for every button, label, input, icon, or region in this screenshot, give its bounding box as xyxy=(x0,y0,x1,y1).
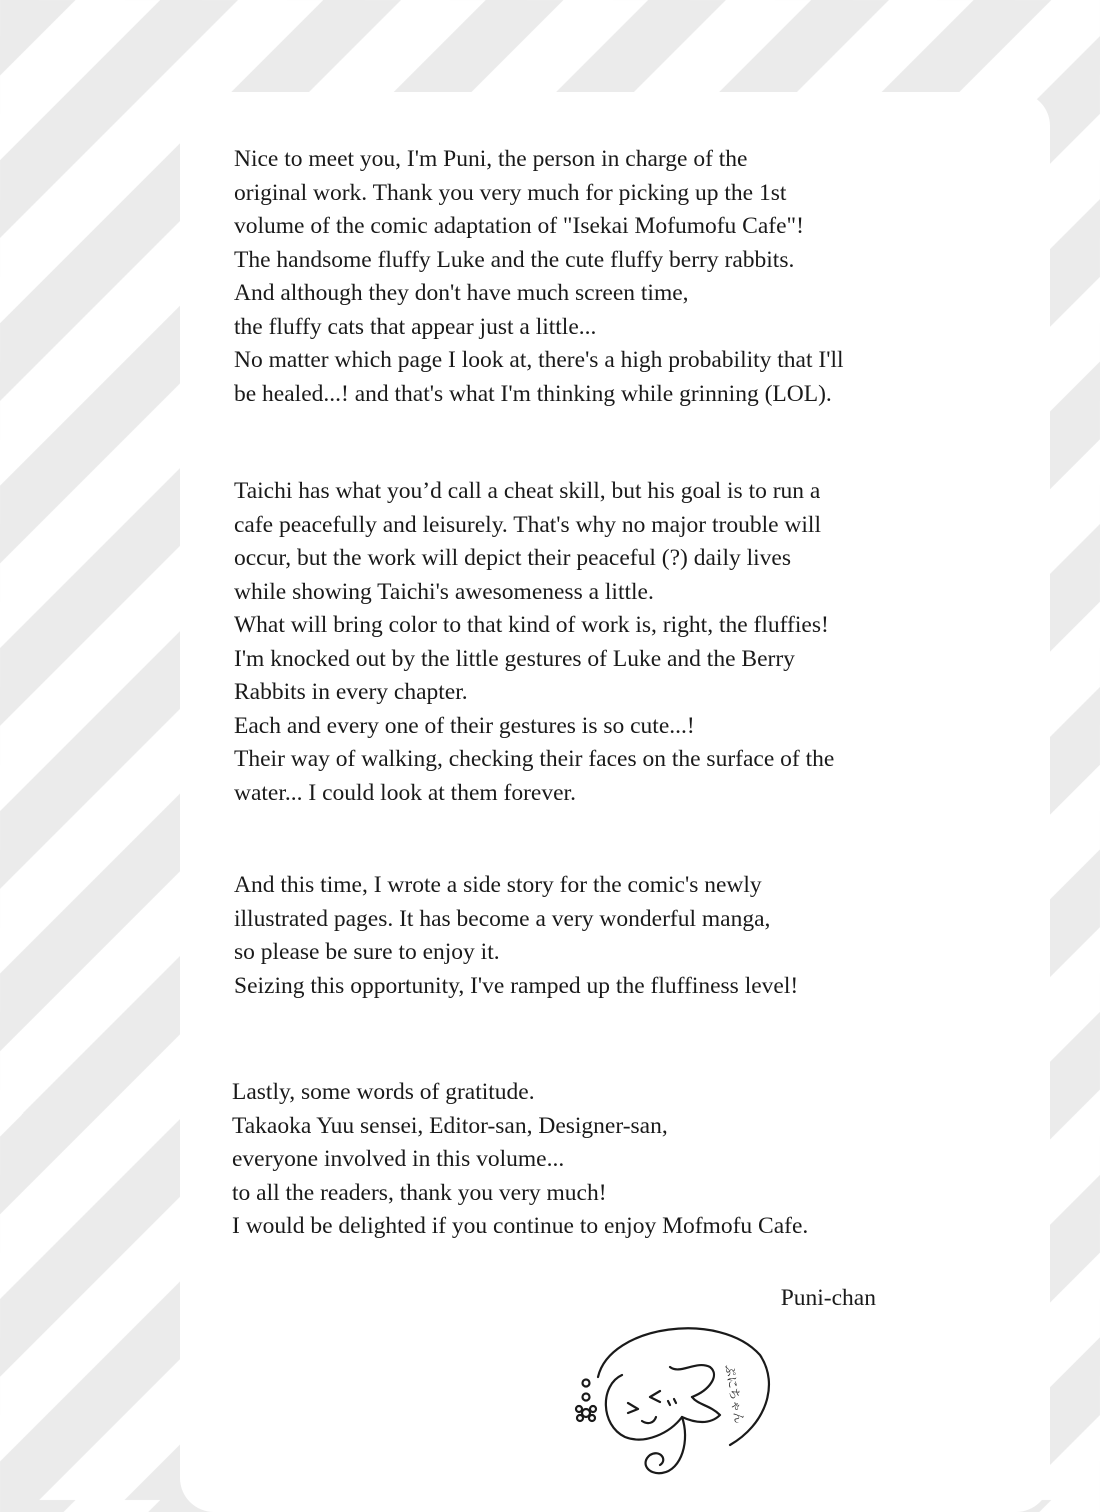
text-line: while showing Taichi's awesomeness a little. xyxy=(234,578,654,605)
text-line: What will bring color to that kind of work is, right, the fluffies! xyxy=(234,612,829,638)
text-line: Their way of walking, checking their faces on the surface of the xyxy=(234,746,835,772)
text-line: No matter which page I look at, there's a high probability that I'll xyxy=(234,347,844,373)
author-signature: Puni-chan xyxy=(780,1285,876,1311)
text-line: original work. Thank you very much for picking up the 1st xyxy=(234,179,787,206)
text-line: the fluffy cats that appear just a little... xyxy=(234,313,597,340)
text-line: be healed...! and that's what I'm thinking while grinning (LOL). xyxy=(234,380,832,407)
text-line: Rabbits in every chapter. xyxy=(234,679,468,705)
text-line: And this time, I wrote a side story for the comic's newly xyxy=(234,872,762,898)
text-line: Takaoka Yuu sensei, Editor-san, Designer-san, xyxy=(232,1112,668,1139)
text-line: volume of the comic adaptation of "Isekai Mofumofu Cafe"! xyxy=(234,213,804,239)
paragraph-gratitude xyxy=(232,1076,808,1244)
text-line: to all the readers, thank you very much! xyxy=(232,1179,607,1206)
text-line: water... I could look at them forever. xyxy=(234,779,576,806)
paragraph-side-story xyxy=(234,869,798,1003)
text-line: illustrated pages. It has become a very wonderful manga, xyxy=(234,905,771,932)
text-line: so please be sure to enjoy it. xyxy=(234,939,500,965)
paragraph-greeting xyxy=(234,143,844,411)
text-line: Each and every one of their gestures is so cute...! xyxy=(234,712,695,739)
text-line: Nice to meet you, I'm Puni, the person in charge of the xyxy=(234,146,748,172)
author-doodle-illustration xyxy=(570,1305,780,1490)
text-line: I would be delighted if you continue to enjoy Mofmofu Cafe. xyxy=(232,1213,809,1239)
text-line: Taichi has what you’d call a cheat skill, but his goal is to run a xyxy=(234,478,821,504)
text-line: Lastly, some words of gratitude. xyxy=(232,1079,535,1105)
text-line: everyone involved in this volume... xyxy=(232,1146,565,1172)
text-line: And although they don't have much screen time, xyxy=(234,280,689,306)
text-line: I'm knocked out by the little gestures of Luke and the Berry xyxy=(234,645,795,672)
text-line: The handsome fluffy Luke and the cute fluffy berry rabbits. xyxy=(234,246,795,273)
paragraph-story xyxy=(234,475,834,810)
doodle-signature-text: ぷにちゃん xyxy=(722,1363,747,1425)
text-line: Seizing this opportunity, I've ramped up the fluffiness level! xyxy=(234,972,799,999)
text-line: cafe peacefully and leisurely. That's why no major trouble will xyxy=(234,511,821,538)
smiling-face-doodle-icon xyxy=(570,1305,780,1490)
text-line: occur, but the work will depict their peaceful (?) daily lives xyxy=(234,545,791,571)
